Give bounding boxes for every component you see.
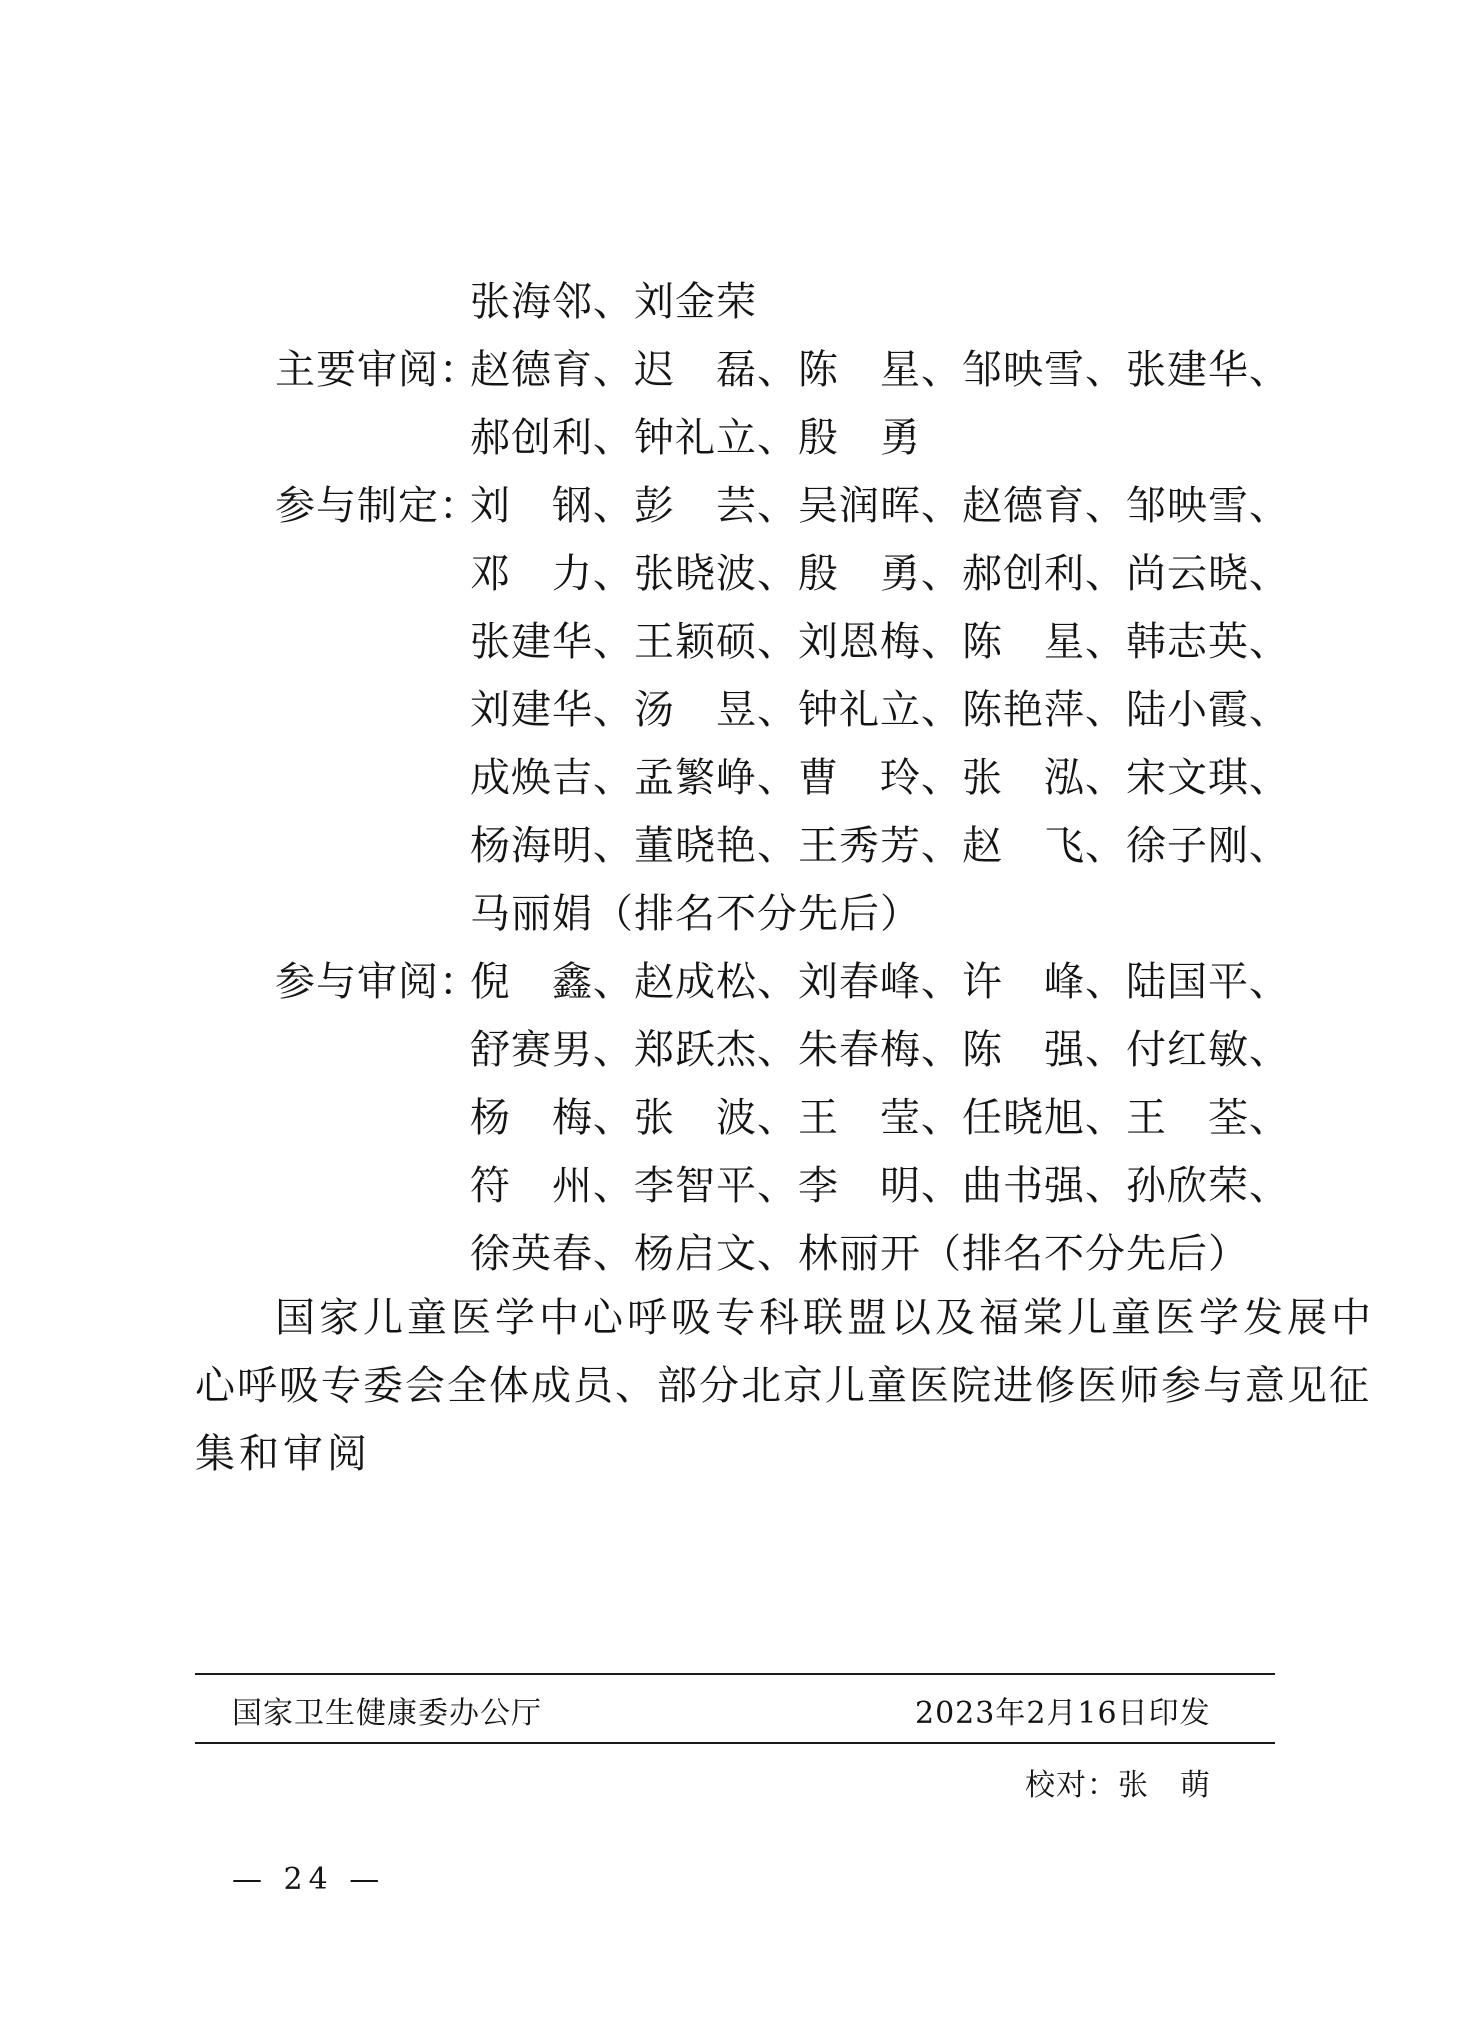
participate-review-line: 舒赛男、郑跃杰、朱春梅、陈 强、付红敏、	[470, 1027, 1290, 1073]
closing-paragraph-line: 集和审阅	[195, 1431, 371, 1477]
participate-review-line: 倪 鑫、赵成松、刘春峰、许 峰、陆国平、	[470, 959, 1290, 1005]
participate-formulate-label: 参与制定：	[275, 483, 480, 529]
main-review-label: 主要审阅：	[275, 347, 480, 393]
closing-paragraph-line: 国家儿童医学中心呼吸专科联盟以及福棠儿童医学发展中	[275, 1295, 1375, 1341]
participate-review-line: 杨 梅、张 波、王 莹、任晓旭、王 荃、	[470, 1095, 1290, 1141]
closing-paragraph-line: 心呼吸专委会全体成员、部分北京儿童医院进修医师参与意见征	[195, 1363, 1371, 1409]
participate-formulate-line: 邓 力、张晓波、殷 勇、郝创利、尚云晓、	[470, 551, 1290, 597]
main-review-line: 赵德育、迟 磊、陈 星、邹映雪、张建华、	[470, 347, 1290, 393]
participate-formulate-line: 刘 钢、彭 芸、吴润晖、赵德育、邹映雪、	[470, 483, 1290, 529]
participate-review-line: 符 州、李智平、李 明、曲书强、孙欣荣、	[470, 1163, 1290, 1209]
footer-bottom-rule	[195, 1742, 1275, 1744]
participate-review-line: 徐英春、杨启文、林丽开（排名不分先后）	[470, 1231, 1249, 1277]
participate-formulate-line: 成焕吉、孟繁峥、曹 玲、张 泓、宋文琪、	[470, 755, 1290, 801]
footer-top-rule	[195, 1673, 1275, 1675]
issue-date: 2023年2月16日印发	[915, 1696, 1211, 1731]
participate-formulate-line: 马丽娟（排名不分先后）	[470, 891, 921, 937]
main-review-line: 郝创利、钟礼立、殷 勇	[470, 415, 921, 461]
participate-review-label: 参与审阅：	[275, 959, 480, 1005]
page-number: — 24 —	[232, 1862, 386, 1897]
participate-formulate-line: 张建华、王颖硕、刘恩梅、陈 星、韩志英、	[470, 619, 1290, 665]
participate-formulate-line: 刘建华、汤 昱、钟礼立、陈艳萍、陆小霞、	[470, 687, 1290, 733]
continuation-line: 张海邻、刘金荣	[470, 279, 757, 325]
issuer-name: 国家卫生健康委办公厅	[232, 1696, 542, 1731]
proofreader: 校对：张 萌	[1025, 1768, 1211, 1803]
participate-formulate-line: 杨海明、董晓艳、王秀芳、赵 飞、徐子刚、	[470, 823, 1290, 869]
